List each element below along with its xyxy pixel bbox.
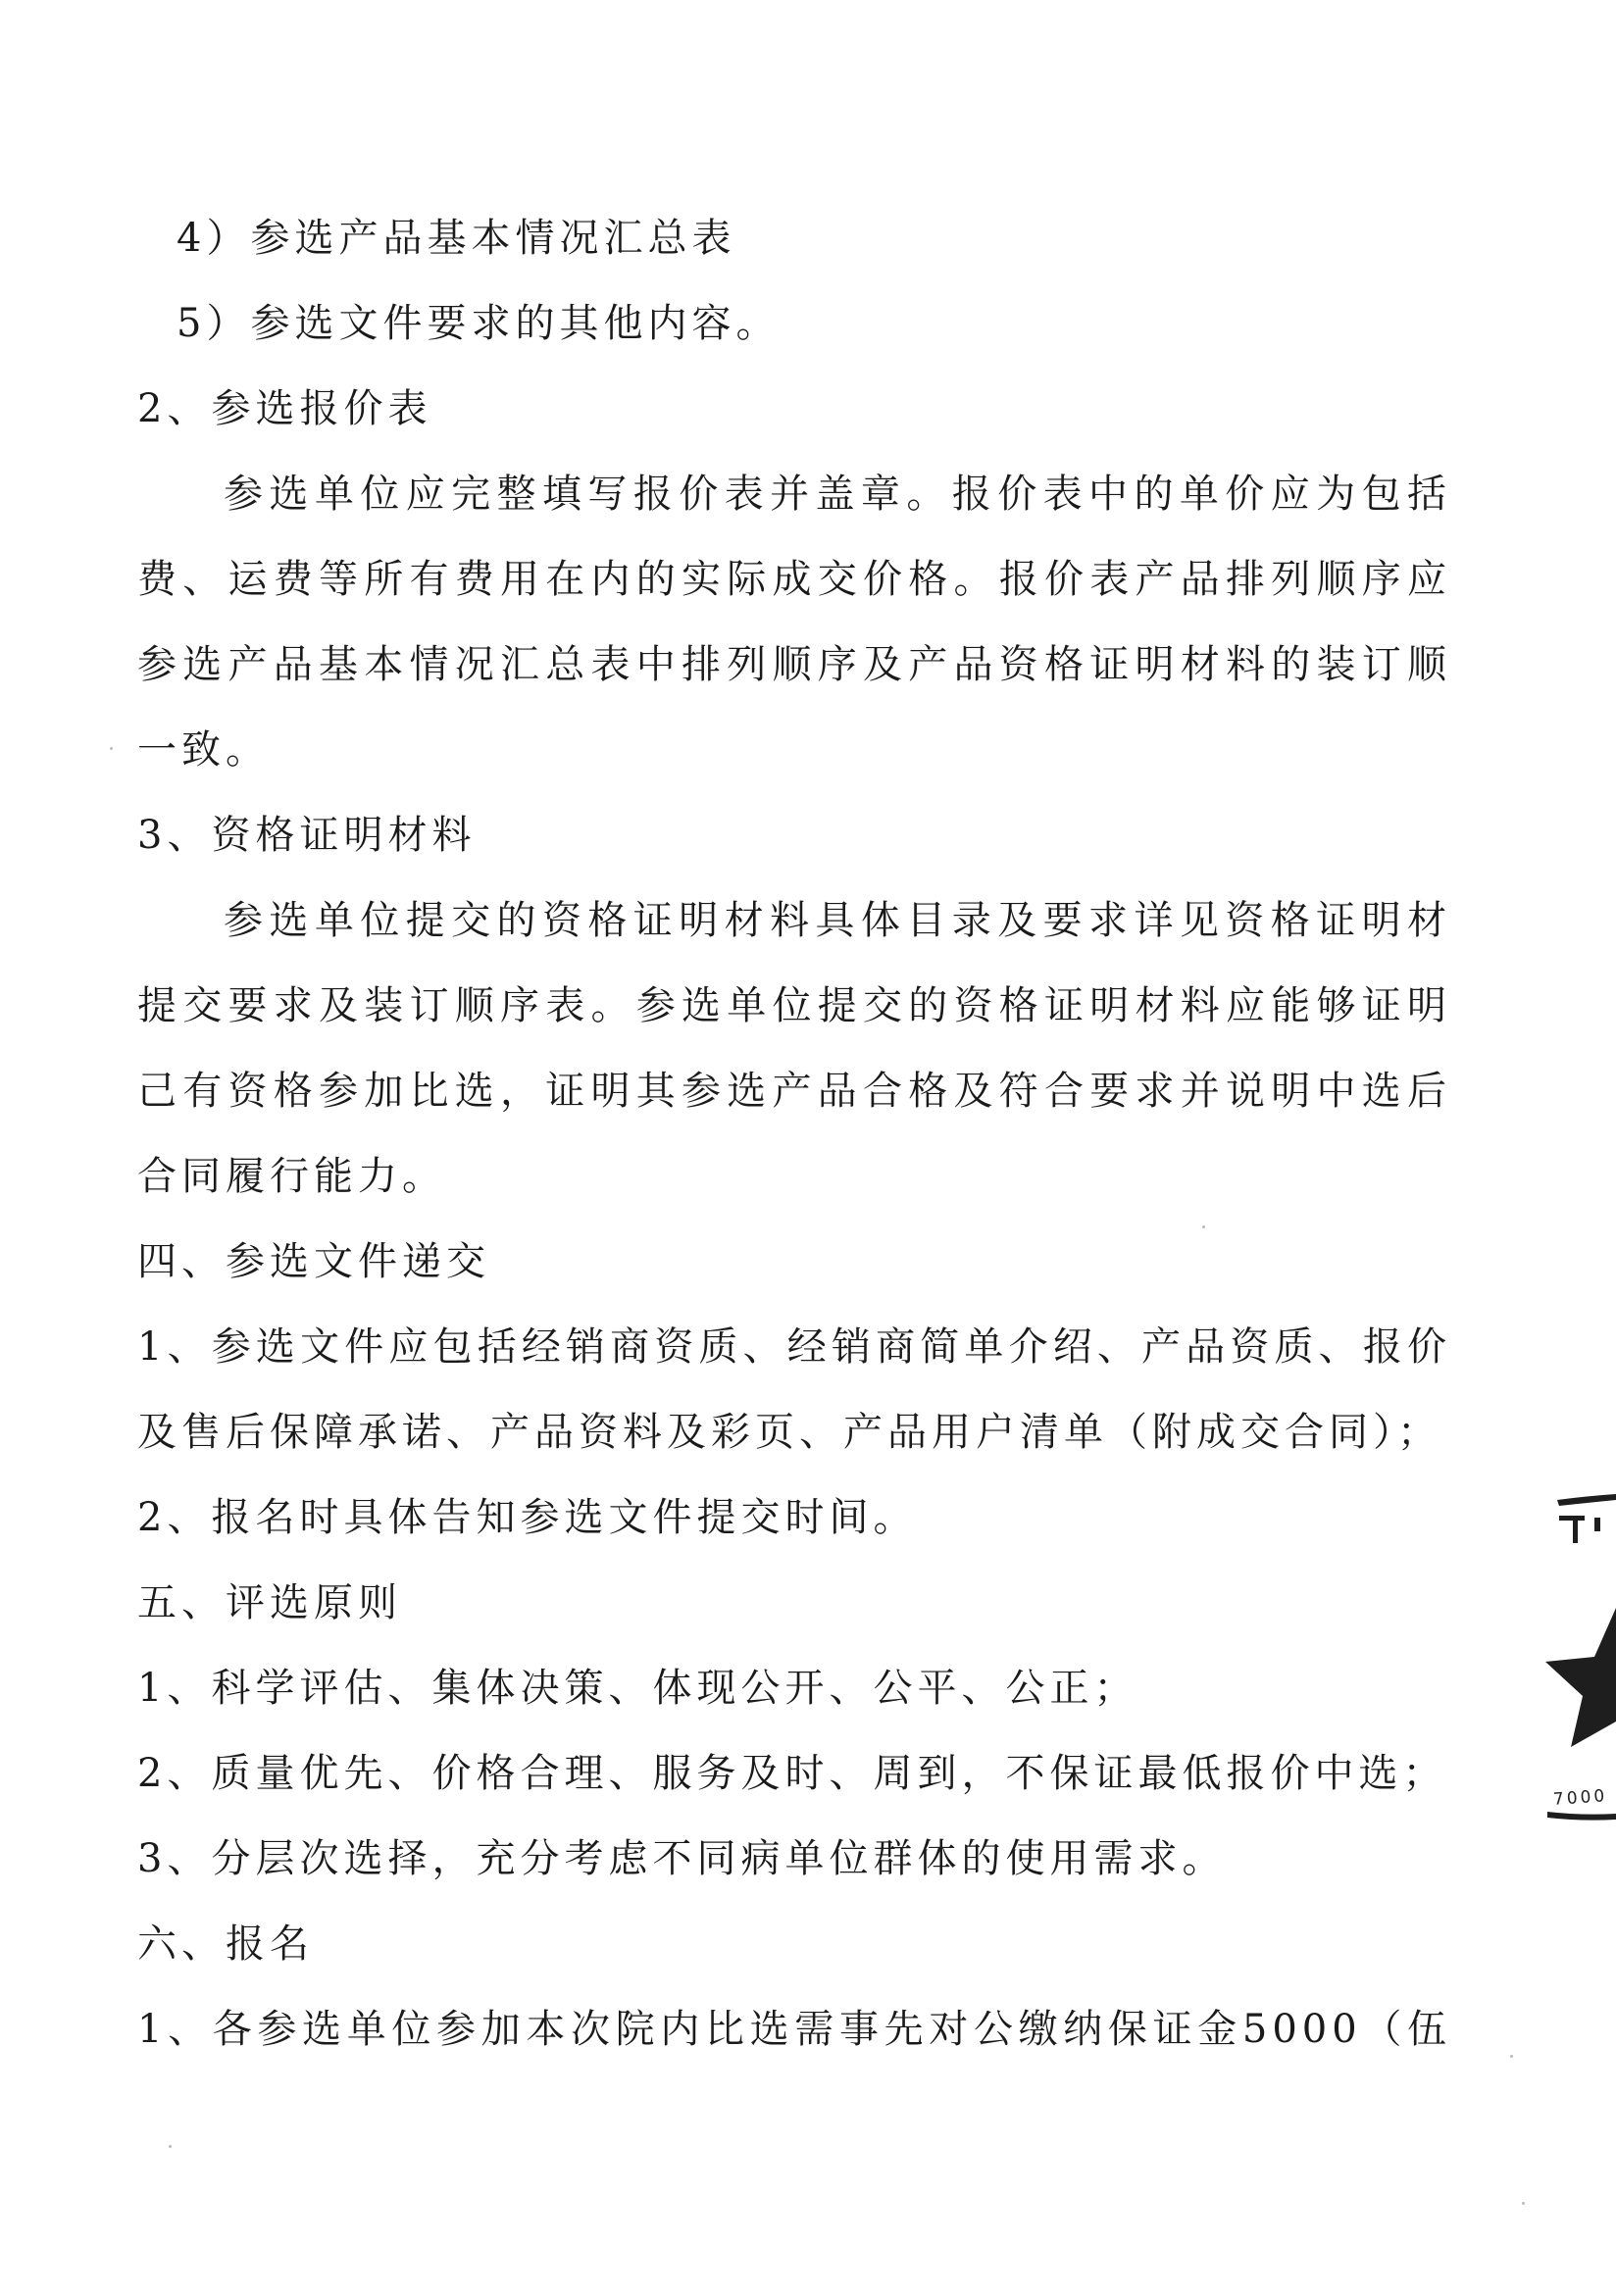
scan-speck: [110, 747, 113, 750]
list-item-5: 5）参选文件要求的其他内容。: [177, 301, 781, 346]
paragraph-line: 参选产品基本情况汇总表中排列顺序及产品资格证明材料的装订顺: [137, 642, 1451, 687]
list-item: 2、报名时具体告知参选文件提交时间。: [137, 1495, 918, 1540]
list-item-continued: 及售后保障承诺、产品资料及彩页、产品用户清单（附成交合同）；: [137, 1410, 1441, 1455]
paragraph-line: 参选单位应完整填写报价表并盖章。报价表中的单价应为包括: [224, 472, 1451, 517]
section-heading-principles: 五、评选原则: [137, 1580, 402, 1625]
list-item: 1、参选文件应包括经销商资质、经销商简单介绍、产品资质、报价: [137, 1324, 1451, 1370]
section-heading-quote-table: 2、参选报价表: [137, 386, 432, 431]
section-heading-registration: 六、报名: [137, 1922, 314, 1967]
section-heading-qualification: 3、资格证明材料: [137, 813, 477, 858]
paragraph-line: 费、运费等所有费用在内的实际成交价格。报价表产品排列顺序应: [137, 557, 1451, 602]
scan-speck: [1202, 1225, 1205, 1228]
list-item: 2、质量优先、价格合理、服务及时、周到，不保证最低报价中选；: [137, 1751, 1447, 1796]
paragraph-line: 己有资格参加比选，证明其参选产品合格及符合要求并说明中选后: [137, 1069, 1451, 1114]
list-item: 3、分层次选择，充分考虑不同病单位群体的使用需求。: [137, 1836, 1227, 1881]
document-body: [137, 196, 1451, 2072]
list-item: 1、各参选单位参加本次院内比选需事先对公缴纳保证金5000（伍: [137, 2007, 1451, 2052]
paragraph-line: 参选单位提交的资格证明材料具体目录及要求详见资格证明材: [224, 898, 1451, 943]
paragraph-line: 合同履行能力。: [137, 1154, 446, 1199]
official-seal: [1538, 1490, 1616, 1843]
list-item-4: 4）参选产品基本情况汇总表: [177, 216, 736, 261]
section-heading-submission: 四、参选文件递交: [137, 1239, 490, 1284]
paragraph-line: 一致。: [137, 727, 270, 773]
scan-speck: [169, 2145, 172, 2148]
star-icon: [1545, 1608, 1616, 1747]
scan-speck: [1510, 2055, 1513, 2058]
paragraph-line: 提交要求及装订顺序表。参选单位提交的资格证明材料应能够证明: [137, 983, 1451, 1028]
seal-number-text: 7000: [1552, 1786, 1608, 1810]
scan-speck: [1522, 2202, 1525, 2205]
list-item: 1、科学评估、集体决策、体现公开、公平、公正；: [137, 1666, 1138, 1711]
